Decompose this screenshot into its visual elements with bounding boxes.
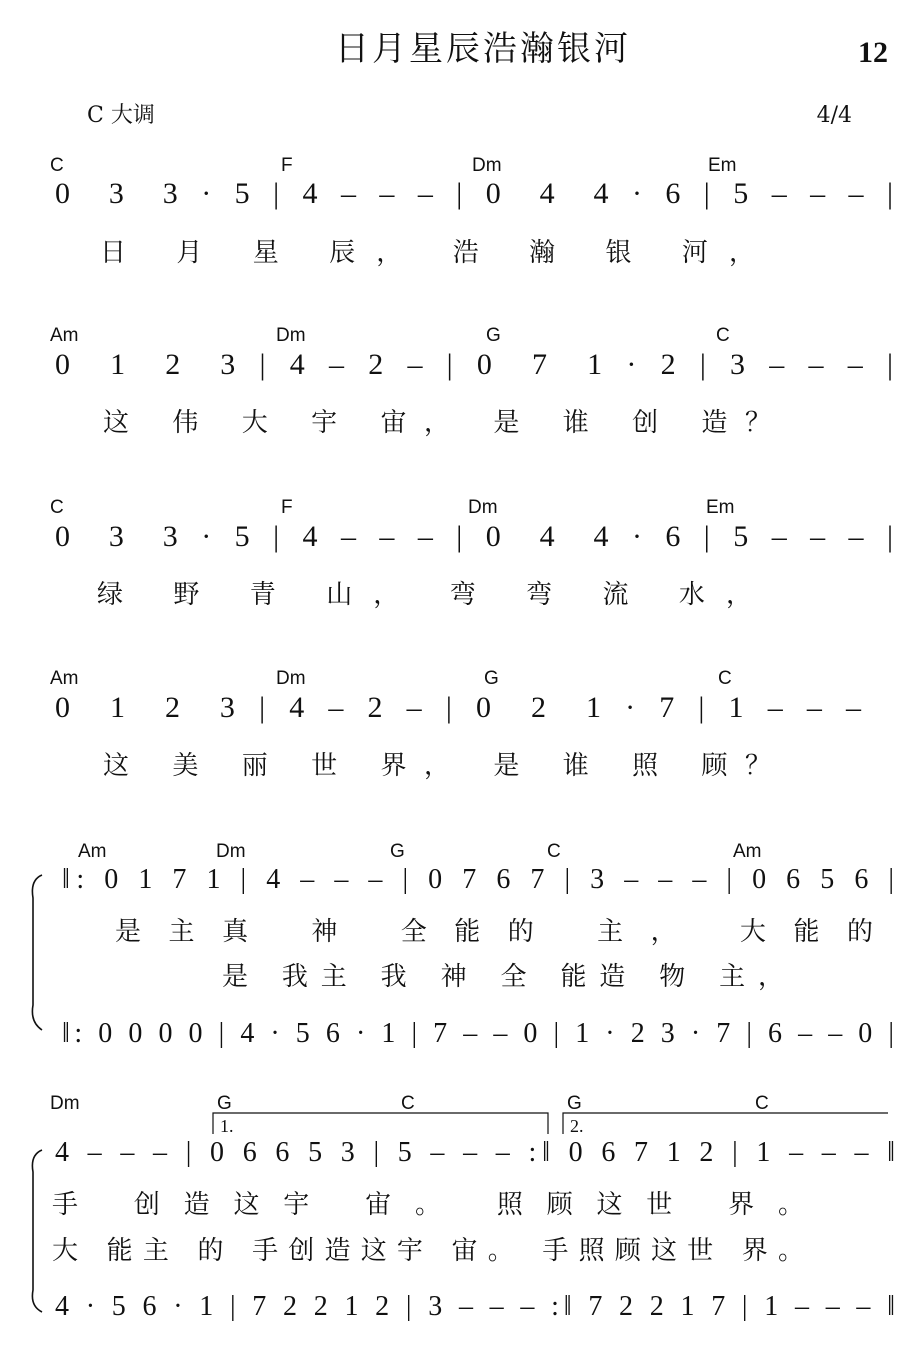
notation-line-upper: 4 – – – | 0 6 6 5 3 | 5 – – – :‖ 0 6 7 1 2 | 1 – – – ‖ — [55, 1137, 895, 1168]
chord-label: Dm — [216, 841, 246, 862]
chord-label: C — [50, 497, 64, 518]
chord-label: Am — [733, 841, 762, 862]
notation-line: 0 3 3 · 5 | 4 – – – | 0 4 4 · 6 | 5 – – – | — [55, 177, 893, 210]
chord-label: F — [281, 155, 293, 176]
chord-label: Dm — [276, 668, 306, 689]
notation-line: 0 1 2 3 | 4 – 2 – | 0 2 1 · 7 | 1 – – – — [55, 691, 862, 724]
chord-label: C — [547, 841, 561, 862]
lyric-line-1: 是主真 神 全能的 主， 大能的 — [115, 917, 873, 947]
chord-label: Am — [78, 841, 107, 862]
chord-label: G — [567, 1093, 582, 1114]
lyric-line-2: 是 我主 我 神 全 能造 物 主， — [222, 962, 784, 992]
lyric-line: 绿 野 青 山， 弯 弯 流 水， — [97, 580, 752, 610]
chord-label: C — [755, 1093, 769, 1114]
system-1 — [50, 155, 893, 268]
chord-label: F — [281, 497, 293, 518]
key-signature: C 大调 — [87, 103, 155, 128]
chord-label: Em — [706, 497, 735, 518]
chord-label: C — [50, 155, 64, 176]
chord-label: Dm — [472, 155, 502, 176]
time-signature: 4/4 — [816, 103, 852, 128]
chord-label: C — [401, 1093, 415, 1114]
notation-line: 0 1 2 3 | 4 – 2 – | 0 7 1 · 2 | 3 – – – | — [55, 348, 893, 381]
chord-label: Em — [708, 155, 737, 176]
lyric-line-2: 大 能主 的 手创造这宇 宙。 手照顾这世 界。 — [52, 1236, 805, 1266]
notation-line: 0 3 3 · 5 | 4 – – – | 0 4 4 · 6 | 5 – – – | — [55, 520, 893, 553]
system-brace — [32, 1150, 42, 1312]
chord-label: Am — [50, 325, 79, 346]
ending-number-2: 2. — [570, 1116, 584, 1136]
chord-label: Dm — [468, 497, 498, 518]
chord-label: G — [486, 325, 501, 346]
system-6 — [32, 1093, 895, 1322]
chord-label: Dm — [276, 325, 306, 346]
lyric-line: 日 月 星 辰， 浩 瀚 银 河， — [100, 238, 755, 268]
chord-label: C — [716, 325, 730, 346]
system-4 — [50, 668, 862, 781]
lyric-line: 这 美 丽 世 界， 是 谁 照 顾？ — [103, 751, 771, 781]
lyric-line-1: 手 创造这宇 宙。 照顾这世 界。 — [52, 1190, 804, 1220]
song-title: 日月星辰浩瀚银河 — [335, 29, 631, 69]
page-number: 12 — [858, 36, 888, 69]
notation-line-lower: 4 · 5 6 · 1 | 7 2 2 1 2 | 3 – – – :‖ 7 2 2 1 7 | 1 – – – ‖ — [55, 1291, 895, 1322]
system-3 — [50, 497, 893, 610]
lyric-line: 这 伟 大 宇 宙， 是 谁 创 造？ — [103, 408, 771, 438]
chord-label: Am — [50, 668, 79, 689]
system-brace — [32, 875, 42, 1030]
chord-label: Dm — [50, 1093, 80, 1114]
chord-label: G — [390, 841, 405, 862]
chord-label: C — [718, 668, 732, 689]
ending-bracket-1 — [213, 1113, 548, 1134]
notation-line-upper: ‖: 0 1 7 1 | 4 – – – | 0 7 6 7 | 3 – – – | 0 6 5 6 | — [62, 864, 895, 895]
system-5 — [32, 841, 894, 1049]
ending-number-1: 1. — [220, 1116, 234, 1136]
chord-label: G — [217, 1093, 232, 1114]
ending-bracket-2 — [563, 1113, 888, 1134]
system-2 — [50, 325, 893, 438]
notation-line-lower: ‖: 0 0 0 0 | 4 · 5 6 · 1 | 7 – – 0 | 1 · 2 3 · 7 | 6 – – 0 | — [62, 1018, 895, 1049]
chord-label: G — [484, 668, 499, 689]
